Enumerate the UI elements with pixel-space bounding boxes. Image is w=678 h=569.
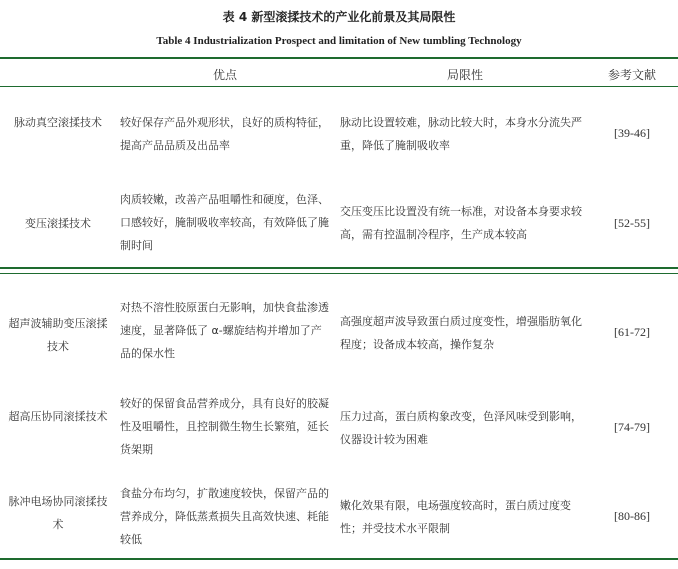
table-row-references: [80-86] [614, 509, 650, 523]
table-row-limitations: 压力过高，蛋白质构象改变，色泽风味受到影响，仪器设计较为困难 [340, 410, 582, 446]
table-row-name: 超高压协同滚揉技术 [8, 410, 108, 423]
table-row-limitations: 高强度超声波导致蛋白质过度变性，增强脂肪氧化程度；设备成本较高，操作复杂 [340, 315, 582, 351]
table-row-advantages: 较好的保留食品营养成分，具有良好的胶凝性及咀嚼性，且控制微生物生长繁殖，延长货架期 [120, 397, 329, 456]
table-row-references: [61-72] [614, 325, 650, 339]
header-advantages: 优点 [212, 68, 237, 82]
table-row-limitations: 嫩化效果有限，电场强度较高时，蛋白质过度变性；并受技术水平限制 [340, 499, 571, 535]
header-limitations: 局限性 [446, 68, 483, 82]
table-row-limitations: 交压变压比设置没有统一标准，对设备本身要求较高，需有控温制冷程序，生产成本较高 [340, 205, 582, 241]
table-row-advantages: 肉质较嫩，改善产品咀嚼性和硬度，色泽、口感较好，腌制吸收率较高，有效降低了腌制时间 [120, 193, 329, 252]
top-rule [0, 57, 678, 59]
table-row-name: 变压滚揉技术 [25, 217, 91, 230]
table-row-references: [52-55] [614, 216, 650, 230]
table-row-advantages: 食盐分布均匀，扩散速度较快，保留产品的营养成分，降低蒸煮损失且高效快速、耗能较低 [120, 487, 329, 546]
table-title-chinese: 表 4 新型滚揉技术的产业化前景及其局限性 [222, 10, 456, 24]
section-rule-bottom [0, 273, 678, 274]
header-rule [0, 86, 678, 87]
table-row-advantages: 较好保存产品外观形状，良好的质构特征，提高产品品质及出品率 [120, 116, 329, 152]
table-row-advantages: 对热不溶性胶原蛋白无影响，加快食盐渗透速度，显著降低了 α-螺旋结构并增加了产品的保水性 [120, 301, 329, 360]
table-row-name: 超声波辅助变压滚揉技术 [8, 317, 108, 353]
header-references: 参考文献 [607, 68, 656, 82]
table-title-english: Table 4 Industrialization Prospect and limitation of New tumbling Technology [156, 35, 522, 47]
table-row-references: [39-46] [614, 126, 650, 140]
section-rule-top [0, 267, 678, 269]
table-row-name: 脉冲电场协同滚揉技术 [8, 495, 108, 531]
table-row-name: 脉动真空滚揉技术 [14, 116, 102, 129]
table-row-limitations: 脉动比设置较难，脉动比较大时，本身水分流失严重，降低了腌制吸收率 [340, 116, 582, 152]
table-row-references: [74-79] [614, 420, 650, 434]
bottom-rule [0, 558, 678, 560]
